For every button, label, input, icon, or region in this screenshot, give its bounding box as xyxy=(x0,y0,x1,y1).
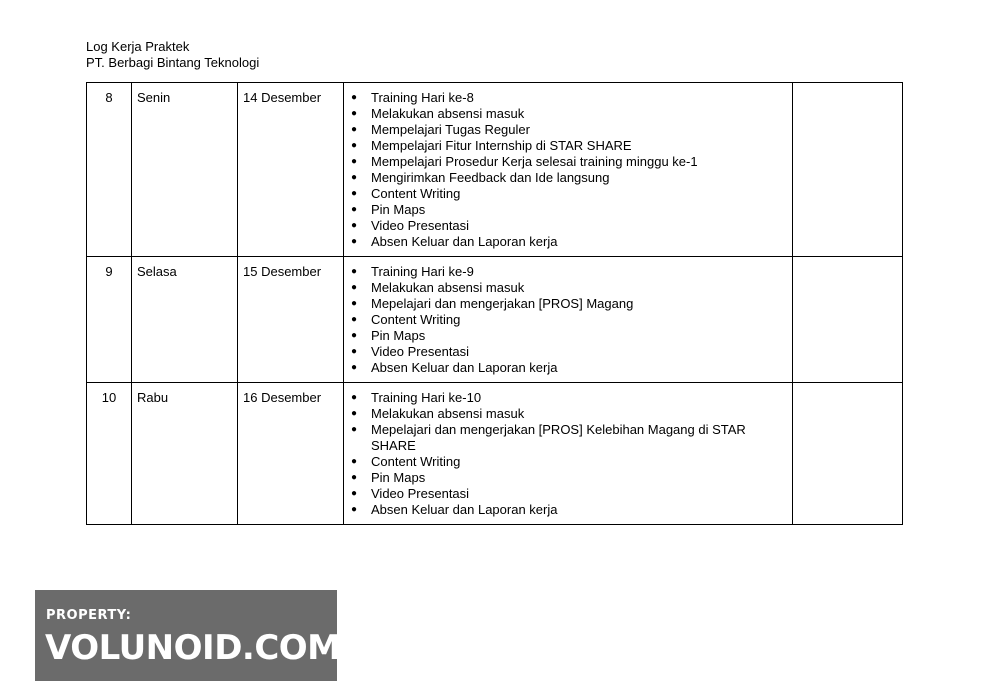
bullet-icon: ● xyxy=(350,362,358,373)
bullet-icon: ● xyxy=(350,236,358,247)
activity-text: Content Writing xyxy=(371,454,461,469)
activity-text: Absen Keluar dan Laporan kerja xyxy=(371,502,558,517)
bullet-icon: ● xyxy=(350,346,358,357)
activity-item xyxy=(349,344,787,360)
log-row xyxy=(87,383,903,525)
date-cell: 16 Desember xyxy=(238,383,344,525)
activity-item xyxy=(349,170,787,186)
activity-text: Absen Keluar dan Laporan kerja xyxy=(371,234,558,249)
activity-text: Content Writing xyxy=(371,312,461,327)
activity-item xyxy=(349,234,787,250)
work-log-table xyxy=(86,82,903,525)
activity-item xyxy=(349,218,787,234)
activity-item xyxy=(349,470,787,486)
activity-text: Melakukan absensi masuk xyxy=(371,280,525,295)
activity-item xyxy=(349,264,787,280)
activity-text: Video Presentasi xyxy=(371,218,470,233)
notes-cell xyxy=(793,83,903,257)
activity-text: Melakukan absensi masuk xyxy=(371,406,525,421)
activity-item xyxy=(349,502,787,518)
notes-cell xyxy=(793,383,903,525)
activities-cell xyxy=(344,257,793,383)
company-name: PT. Berbagi Bintang Teknologi xyxy=(86,55,260,70)
activity-text: Pin Maps xyxy=(371,202,426,217)
day-number-cell: 8 xyxy=(87,83,132,257)
weekday-cell: Rabu xyxy=(132,383,238,525)
activity-text: Melakukan absensi masuk xyxy=(371,106,525,121)
watermark-label: PROPERTY: xyxy=(46,608,132,623)
bullet-icon: ● xyxy=(350,314,358,325)
bullet-icon: ● xyxy=(350,488,358,499)
bullet-icon: ● xyxy=(350,266,358,277)
activity-item xyxy=(349,406,787,422)
activities-list xyxy=(349,90,787,250)
activities-cell xyxy=(344,83,793,257)
date-cell: 14 Desember xyxy=(238,83,344,257)
activity-text: Training Hari ke-8 xyxy=(371,90,474,105)
activity-text: Mempelajari Fitur Internship di STAR SHARE xyxy=(371,138,632,153)
log-row xyxy=(87,83,903,257)
activity-item xyxy=(349,296,787,312)
weekday-cell: Senin xyxy=(132,83,238,257)
activity-item xyxy=(349,280,787,296)
activity-item xyxy=(349,154,787,170)
bullet-icon: ● xyxy=(350,330,358,341)
activity-text: Mepelajari dan mengerjakan [PROS] Kelebihan Magang di STAR SHARE xyxy=(371,422,746,453)
bullet-icon: ● xyxy=(350,140,358,151)
bullet-icon: ● xyxy=(350,472,358,483)
activity-text: Mengirimkan Feedback dan Ide langsung xyxy=(371,170,610,185)
activity-item xyxy=(349,422,787,454)
activities-cell xyxy=(344,383,793,525)
activity-item xyxy=(349,328,787,344)
weekday-cell: Selasa xyxy=(132,257,238,383)
activity-item xyxy=(349,122,787,138)
bullet-icon: ● xyxy=(350,408,358,419)
activity-item xyxy=(349,360,787,376)
work-log-table-body xyxy=(87,83,903,525)
document-title: Log Kerja Praktek xyxy=(86,39,190,54)
activity-text: Training Hari ke-10 xyxy=(371,390,482,405)
log-row xyxy=(87,257,903,383)
day-number-cell: 10 xyxy=(87,383,132,525)
activity-item xyxy=(349,454,787,470)
watermark-site: VOLUNOID.COM xyxy=(45,628,341,668)
bullet-icon: ● xyxy=(350,392,358,403)
activities-list xyxy=(349,264,787,376)
activity-text: Content Writing xyxy=(371,186,461,201)
activities-list xyxy=(349,390,787,518)
bullet-icon: ● xyxy=(350,156,358,167)
bullet-icon: ● xyxy=(350,504,358,515)
activity-text: Mempelajari Tugas Reguler xyxy=(371,122,530,137)
activity-text: Mepelajari dan mengerjakan [PROS] Magang xyxy=(371,296,634,311)
bullet-icon: ● xyxy=(350,204,358,215)
activity-text: Video Presentasi xyxy=(371,344,470,359)
bullet-icon: ● xyxy=(350,108,358,119)
activity-text: Pin Maps xyxy=(371,470,426,485)
document-header xyxy=(86,39,259,71)
activity-item xyxy=(349,138,787,154)
activity-text: Video Presentasi xyxy=(371,486,470,501)
bullet-icon: ● xyxy=(350,124,358,135)
bullet-icon: ● xyxy=(350,282,358,293)
bullet-icon: ● xyxy=(350,220,358,231)
bullet-icon: ● xyxy=(350,456,358,467)
activity-text: Training Hari ke-9 xyxy=(371,264,474,279)
bullet-icon: ● xyxy=(350,298,358,309)
notes-cell xyxy=(793,257,903,383)
activity-item xyxy=(349,90,787,106)
bullet-icon: ● xyxy=(350,424,358,435)
activity-item xyxy=(349,202,787,218)
bullet-icon: ● xyxy=(350,92,358,103)
bullet-icon: ● xyxy=(350,172,358,183)
bullet-icon: ● xyxy=(350,188,358,199)
activity-item xyxy=(349,186,787,202)
activity-item xyxy=(349,106,787,122)
activity-item xyxy=(349,312,787,328)
activity-item xyxy=(349,486,787,502)
activity-item xyxy=(349,390,787,406)
activity-text: Absen Keluar dan Laporan kerja xyxy=(371,360,558,375)
day-number-cell: 9 xyxy=(87,257,132,383)
property-watermark xyxy=(35,590,341,681)
date-cell: 15 Desember xyxy=(238,257,344,383)
activity-text: Pin Maps xyxy=(371,328,426,343)
activity-text: Mempelajari Prosedur Kerja selesai training minggu ke-1 xyxy=(371,154,698,169)
